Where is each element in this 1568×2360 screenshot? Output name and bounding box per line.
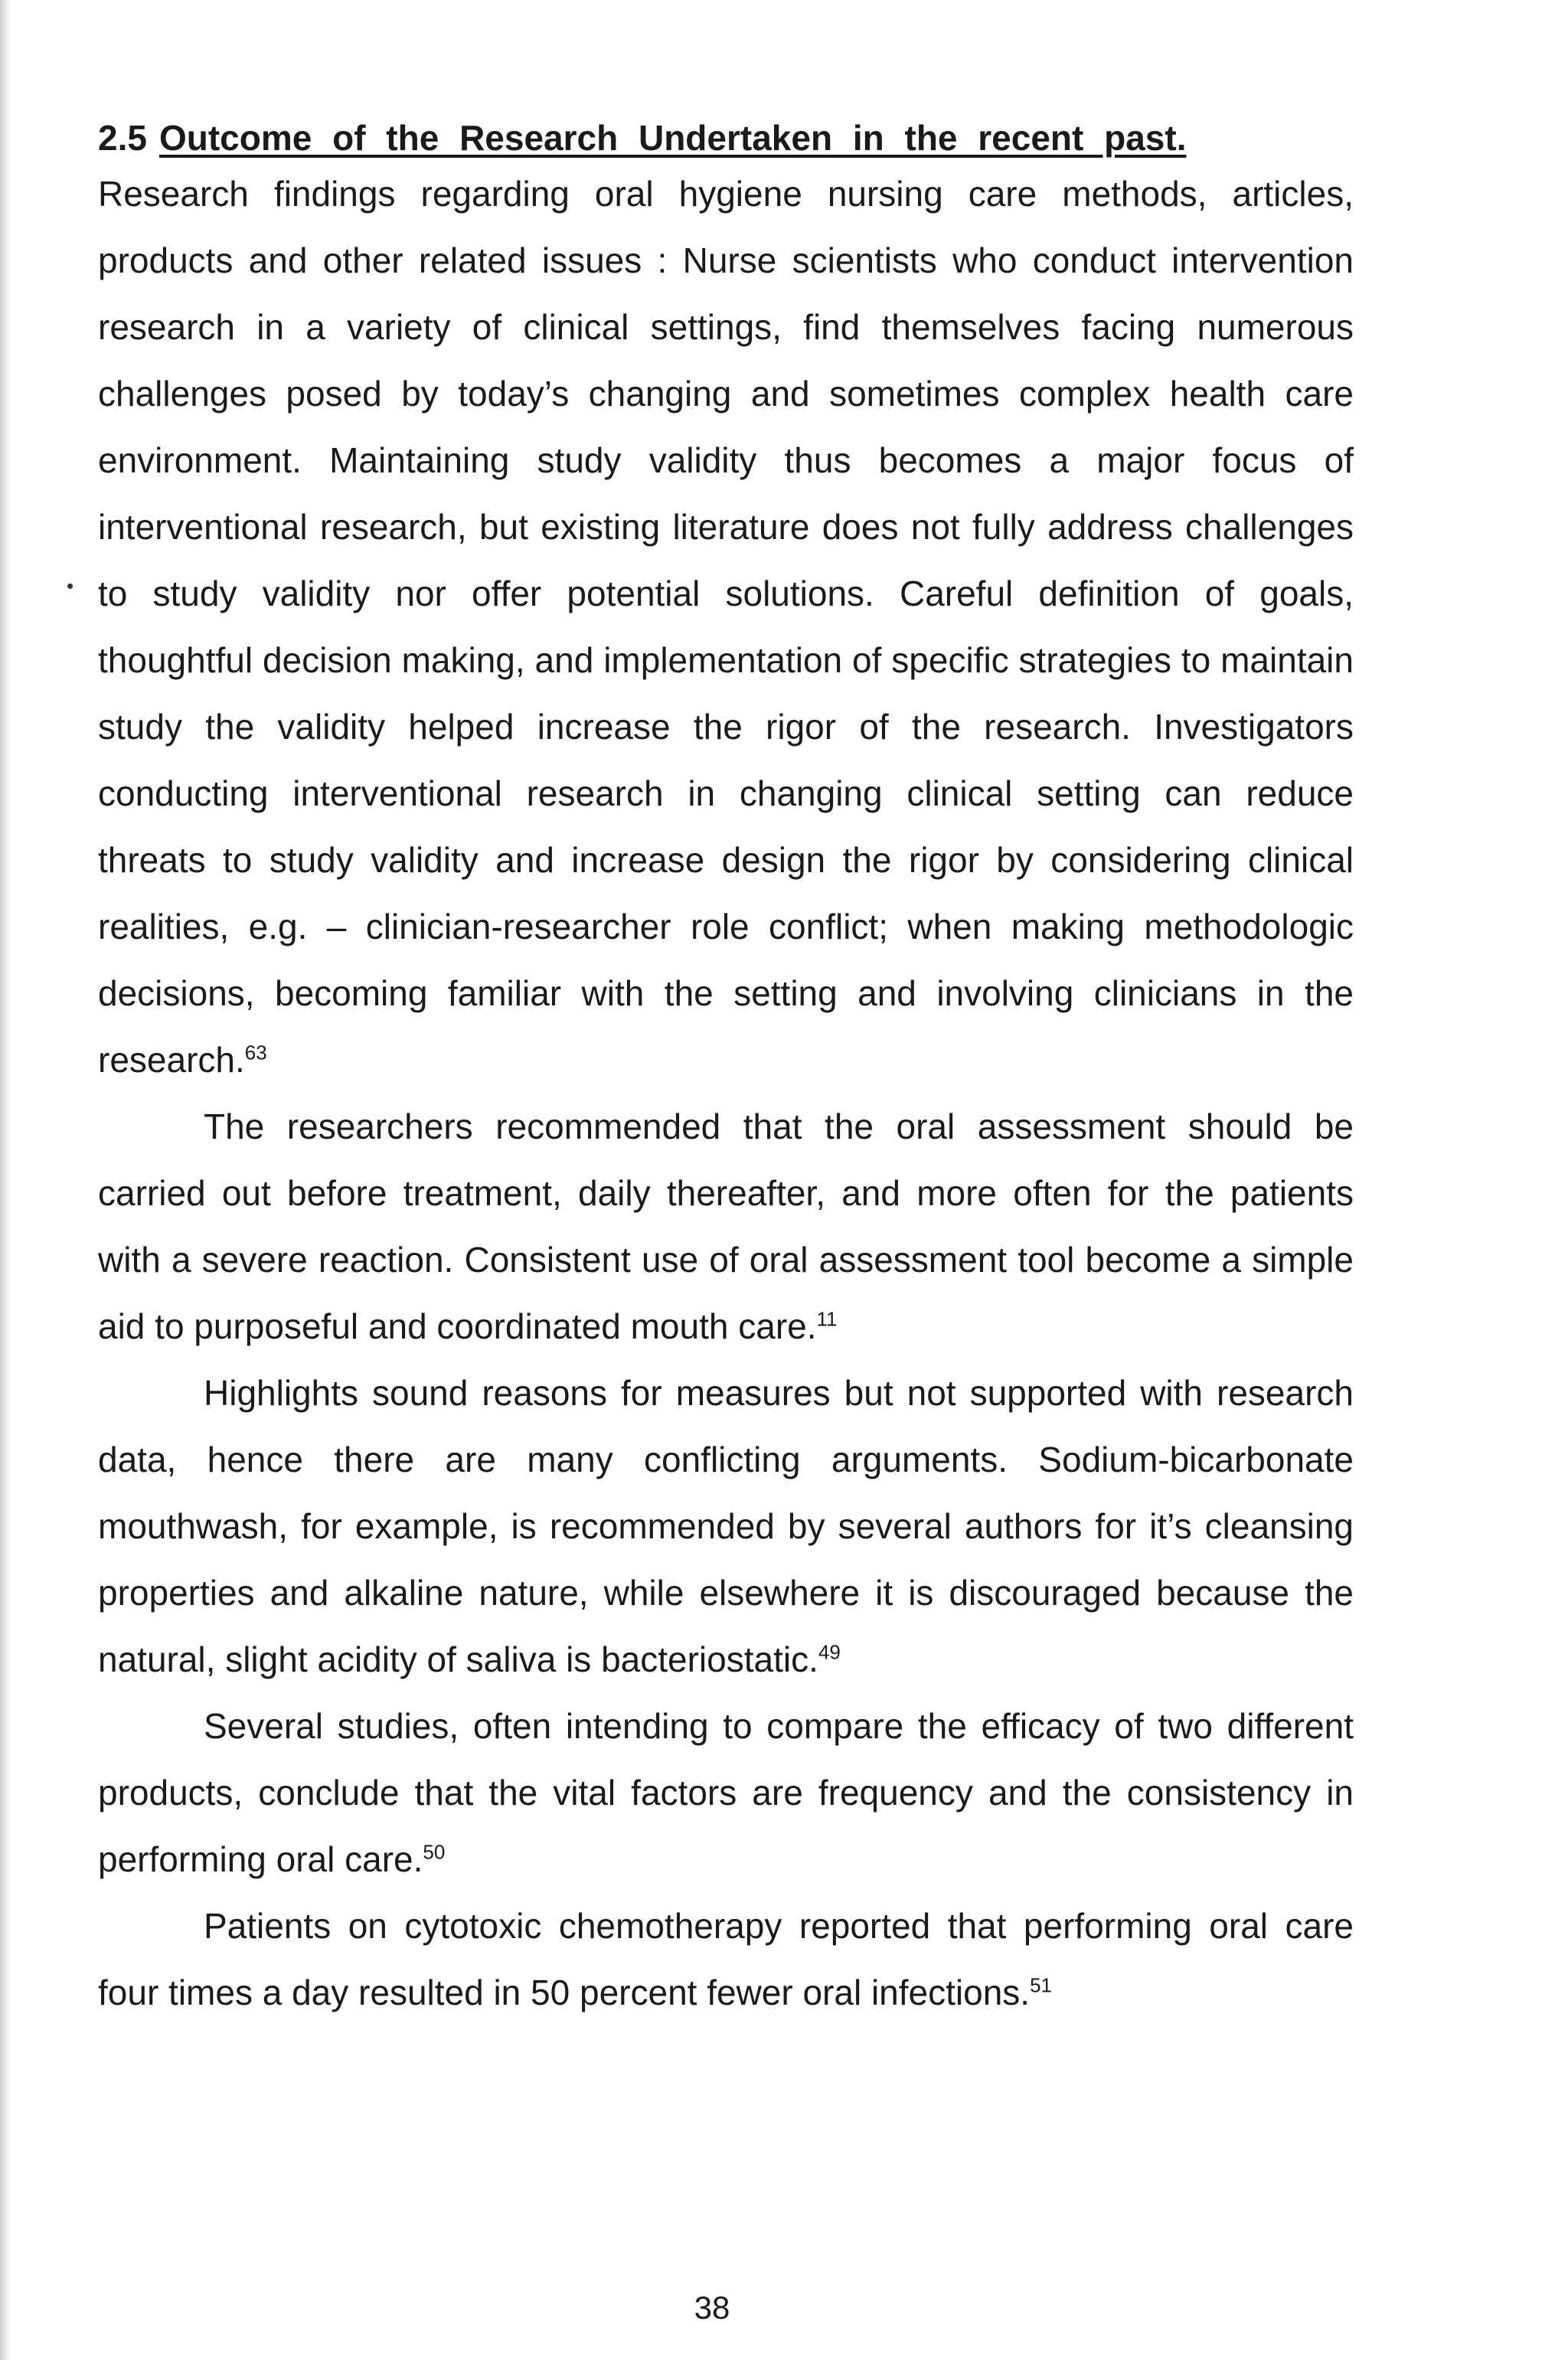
paragraph-text: Research findings regarding oral hygiene nursing care methods, articles, products and other related issues : Nurse scientists who conduct intervention research in a variety of clinical settings, find themselves facing numerous challenges posed by today’s changing and sometimes complex health care environment. Maintaining study validity thus becomes a major focus of interventional research, but existing literature does not fully address challenges to study validity nor offer potential solutions. Careful definition of goals, thoughtful decision making, and implementation of specific strategies to maintain study the validity helped increase the rigor of the research. Investigators conducting interventional research in changing clinical setting can reduce threats to study validity and increase design the rigor by considering clinical realities, e.g. – clinician-researcher role conflict; when making methodologic decisions, becoming familiar with the setting and involving clinicians in the research. [98,174,1354,1080]
paragraph-text: Several studies, often intending to compare the efficacy of two different products, conclude that the vital factors are frequency and the consistency in performing oral care. [98,1706,1354,1879]
section-title: Outcome of the Research Undertaken in the recent past. [158,118,1187,158]
paragraph-text: Highlights sound reasons for measures but not supported with research data, hence there are many conflicting arguments. Sodium-bicarbonate mouthwash, for example, is recommended by several authors for it’s cleansing properties and alkaline nature, while elsewhere it is discouraged because the natural, slight acidity of saliva is bacteriostatic. [98,1373,1354,1679]
section-number: 2.5 [98,118,147,158]
scan-speck [67,583,73,589]
scan-shadow-edge [0,0,12,2360]
paragraph-text: Patients on cytotoxic chemotherapy reported that performing oral care four times a day resulted in 50 percent fewer oral infections. [98,1906,1354,2012]
page-content [98,115,1354,2026]
citation-ref: 63 [244,1041,267,1064]
citation-ref: 49 [818,1640,841,1664]
paragraph-conflicting-arguments [98,1360,1354,1693]
page-number: 38 [694,2290,730,2326]
paragraph-chemotherapy [98,1893,1354,2026]
section-heading [98,115,1354,161]
citation-ref: 50 [423,1840,446,1864]
paragraph-oral-assessment [98,1093,1354,1360]
paragraph-efficacy-studies [98,1693,1354,1893]
paragraph-research-findings [98,161,1354,1093]
citation-ref: 51 [1030,1973,1052,1997]
citation-ref: 11 [816,1307,838,1331]
paragraph-text: The researchers recommended that the oral assessment should be carried out before treatment, daily thereafter, and more often for the patients with a severe reaction. Consistent use of oral assessment tool become a simple aid to purposeful and coordinated mouth care. [98,1106,1354,1346]
